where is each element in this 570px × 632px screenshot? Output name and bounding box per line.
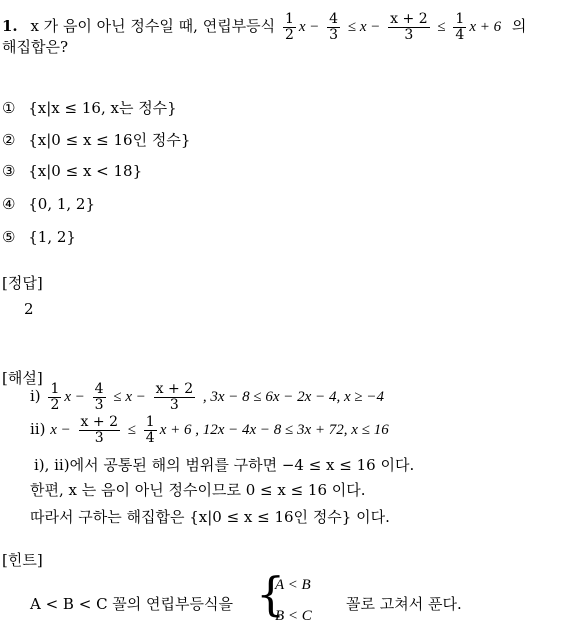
case-1-fraction-1: $\frac{1}{2}$ — [50, 381, 60, 413]
choice-1 — [2, 97, 177, 118]
stem-fraction-1: $\frac{1}{2}$ — [284, 11, 294, 43]
explanation-line-5: 따라서 구하는 해집합은 {x|0 ≤ x ≤ 16인 정수} 이다. — [30, 508, 390, 526]
choice-text: {0, 1, 2} — [28, 195, 96, 213]
case-1-label: ⅰ) — [30, 387, 41, 406]
stem-term-d: x + 6 — [469, 19, 502, 36]
explanation-header: [해설] — [2, 369, 43, 387]
stem-term-a: x − — [298, 19, 320, 36]
explanation-case-2 — [30, 415, 389, 445]
stem-prefix: x 가 음이 아닌 정수일 때, 연립부등식 — [30, 17, 276, 36]
explanation-line-3: ⅰ), ⅱ)에서 공통된 해의 범위를 구하면 −4 ≤ x ≤ 16 이다. — [34, 456, 415, 474]
choice-5 — [2, 228, 76, 246]
stem-suffix: 의 — [511, 17, 527, 36]
answer-header: [정답] — [2, 274, 43, 292]
question-stem — [2, 12, 526, 42]
choice-text: {x|x ≤ 16, x는 정수} — [28, 99, 177, 117]
hint-suffix: 꼴로 고쳐서 푼다. — [346, 595, 462, 613]
hint-system-line-2: B < C — [275, 608, 312, 624]
answer-value: 2 — [24, 300, 34, 318]
case-1-fraction-3: $\frac{x + 2}{3}$ — [155, 381, 194, 413]
stem-fraction-4: $\frac{1}{4}$ — [455, 11, 465, 43]
case-1-term-a: x − — [64, 389, 85, 406]
case-2-label: ⅱ) — [30, 420, 46, 439]
choice-2 — [2, 129, 190, 150]
choice-text: {x|0 ≤ x ≤ 16인 정수} — [28, 131, 191, 149]
choice-marker: ② — [2, 131, 16, 149]
stem-term-c: ≤ — [437, 19, 446, 36]
explanation-case-1 — [30, 382, 384, 412]
choice-text: {x|0 ≤ x < 18} — [28, 162, 143, 180]
hint-prefix: A < B < C 꼴의 연립부등식을 — [30, 595, 233, 613]
hint-system-brace: { — [256, 567, 286, 621]
stem-fraction-3: $\frac{x + 2}{3}$ — [390, 11, 428, 43]
choice-marker: ⑤ — [2, 228, 16, 246]
case-2-fraction-2: $\frac{1}{4}$ — [145, 414, 155, 446]
hint-header: [힌트] — [2, 551, 43, 569]
stem-line-2: 해집합은? — [2, 38, 69, 56]
choice-text: {1, 2} — [28, 228, 76, 246]
choice-4 — [2, 195, 95, 213]
case-2-term-a: x − — [50, 422, 71, 439]
case-2-rest: x + 6 , 12x − 4x − 8 ≤ 3x + 72, x ≤ 16 — [159, 422, 389, 439]
choice-marker: ① — [2, 99, 16, 117]
stem-fraction-2: $\frac{4}{3}$ — [329, 11, 339, 43]
case-1-rest: , 3x − 8 ≤ 6x − 2x − 4, x ≥ −4 — [202, 389, 384, 406]
case-1-fraction-2: $\frac{4}{3}$ — [94, 381, 104, 413]
choice-marker: ③ — [2, 162, 16, 180]
choice-marker: ④ — [2, 195, 16, 213]
case-2-term-b: ≤ — [127, 422, 136, 439]
case-1-term-b: ≤ x − — [113, 389, 146, 406]
choice-3 — [2, 162, 142, 180]
question-number: 1. — [2, 17, 18, 36]
stem-term-b: ≤ x − — [347, 19, 381, 36]
case-2-fraction-1: $\frac{x + 2}{3}$ — [80, 414, 118, 446]
explanation-line-4: 한편, x 는 음이 아닌 정수이므로 0 ≤ x ≤ 16 이다. — [30, 481, 366, 499]
hint-system-line-1: A < B — [275, 577, 311, 593]
